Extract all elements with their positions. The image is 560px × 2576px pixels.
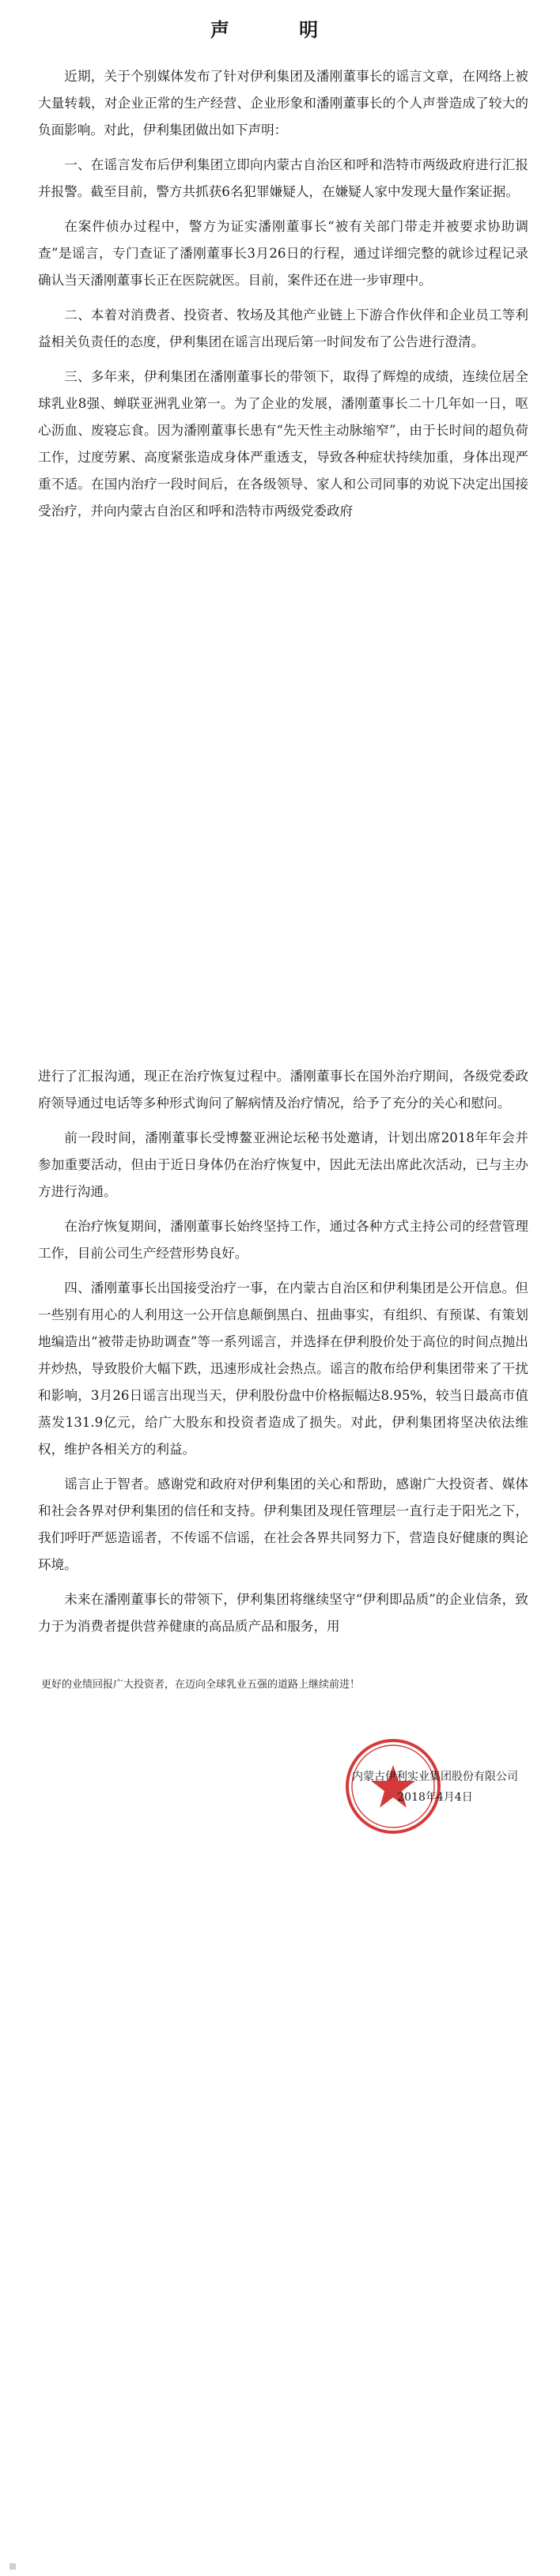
paragraph: 四、潘刚董事长出国接受治疗一事，在内蒙古自治区和伊利集团是公开信息。但一些别有用心的人利用这一公开信息颠倒黑白、扭曲事实，有组织、有预谋、有策划地编造出“被带走协助调查”等一系列谣言，并选择在伊利股价处于高位的时间点抛出并炒热，导致股价大幅下跌，迅速形成社会热点。谣言的散布给伊利集团带来了干扰和影响，3月26日谣言出现当天，伊利股份盘中价格振幅达8.95%，较当日最高市值蒸发131.9亿元，给广大股东和投资者造成了损失。对此，伊利集团将坚决依法维权，维护各相关方的利益。 bbox=[38, 1280, 528, 1457]
paragraph: 三、多年来，伊利集团在潘刚董事长的带领下，取得了辉煌的成绩，连续位居全球乳业8强、蝉联亚洲乳业第一。为了企业的发展，潘刚董事长二十几年如一日，呕心沥血、废寝忘食。因为潘刚董事长患有“先天性主动脉缩窄”，由于长时间的超负荷工作，过度劳累、高度紧张造成身体严重透支，导致各种症状持续加重，身体出现严重不适。在国内治疗一段时间后，在各级领导、家人和公司同事的劝说下决定出国接受治疗，并向内蒙古自治区和呼和浩特市两级党委政府 bbox=[38, 369, 528, 519]
intro-paragraph: 近期，关于个别媒体发布了针对伊利集团及潘刚董事长的谣言文章，在网络上被大量转载，对企业正常的生产经营、企业形象和潘刚董事长的个人声誉造成了较大的负面影响。对此，伊利集团做出如下声明： bbox=[38, 69, 528, 138]
paragraph: 未来在潘刚董事长的带领下，伊利集团将继续坚守“伊利即品质”的企业信条，致力于为消费者提供营养健康的高品质产品和服务，用 bbox=[38, 1592, 528, 1634]
paragraph-continued: 进行了汇报沟通，现正在治疗恢复过程中。潘刚董事长在国外治疗期间，各级党委政府领导通过电话等多种形式询问了解病情及治疗情况，给予了充分的关心和慰问。 bbox=[38, 1069, 528, 1111]
scan-edge-mark bbox=[9, 2563, 16, 2570]
statement-body-part-2 bbox=[38, 1063, 528, 1648]
footnote: 更好的业绩回报广大投资者，在迈向全球乳业五强的道路上继续前进！ bbox=[41, 1679, 361, 1691]
signature-company: 内蒙古伊利实业集团股份有限公司 bbox=[352, 1771, 518, 1783]
signature-date: 2018年4月4日 bbox=[397, 1791, 473, 1804]
signature-block bbox=[332, 1767, 538, 1808]
statement-body-part-1 bbox=[38, 63, 528, 533]
paragraph: 前一段时间，潘刚董事长受博鳌亚洲论坛秘书处邀请，计划出席2018年年会并参加重要活动，但由于近日身体仍在治疗恢复中，因此无法出席此次活动，已与主办方进行沟通。 bbox=[38, 1130, 528, 1199]
paragraph: 谣言止于智者。感谢党和政府对伊利集团的关心和帮助，感谢广大投资者、媒体和社会各界对伊利集团的信任和支持。伊利集团及现任管理层一直行走于阳光之下，我们呼吁严惩造谣者，不传谣不信谣，在社会各界共同努力下，营造良好健康的舆论环境。 bbox=[38, 1477, 528, 1572]
paragraph: 在治疗恢复期间，潘刚董事长始终坚持工作，通过各种方式主持公司的经营管理工作，目前公司生产经营形势良好。 bbox=[38, 1219, 528, 1261]
paragraph: 二、本着对消费者、投资者、牧场及其他产业链上下游合作伙伴和企业员工等利益相关负责任的态度，伊利集团在谣言出现后第一时间发布了公告进行澄清。 bbox=[38, 307, 528, 349]
document-title: 声 明 bbox=[210, 18, 350, 41]
paragraph: 一、在谣言发布后伊利集团立即向内蒙古自治区和呼和浩特市两级政府进行汇报并报警。截至目前，警方共抓获6名犯罪嫌疑人，在嫌疑人家中发现大量作案证据。 bbox=[38, 157, 528, 199]
paragraph: 在案件侦办过程中，警方为证实潘刚董事长“被有关部门带走并被要求协助调查”是谣言，专门查证了潘刚董事长3月26日的行程，通过详细完整的就诊过程记录确认当天潘刚董事长正在医院就医。目前，案件还在进一步审理中。 bbox=[38, 219, 528, 288]
